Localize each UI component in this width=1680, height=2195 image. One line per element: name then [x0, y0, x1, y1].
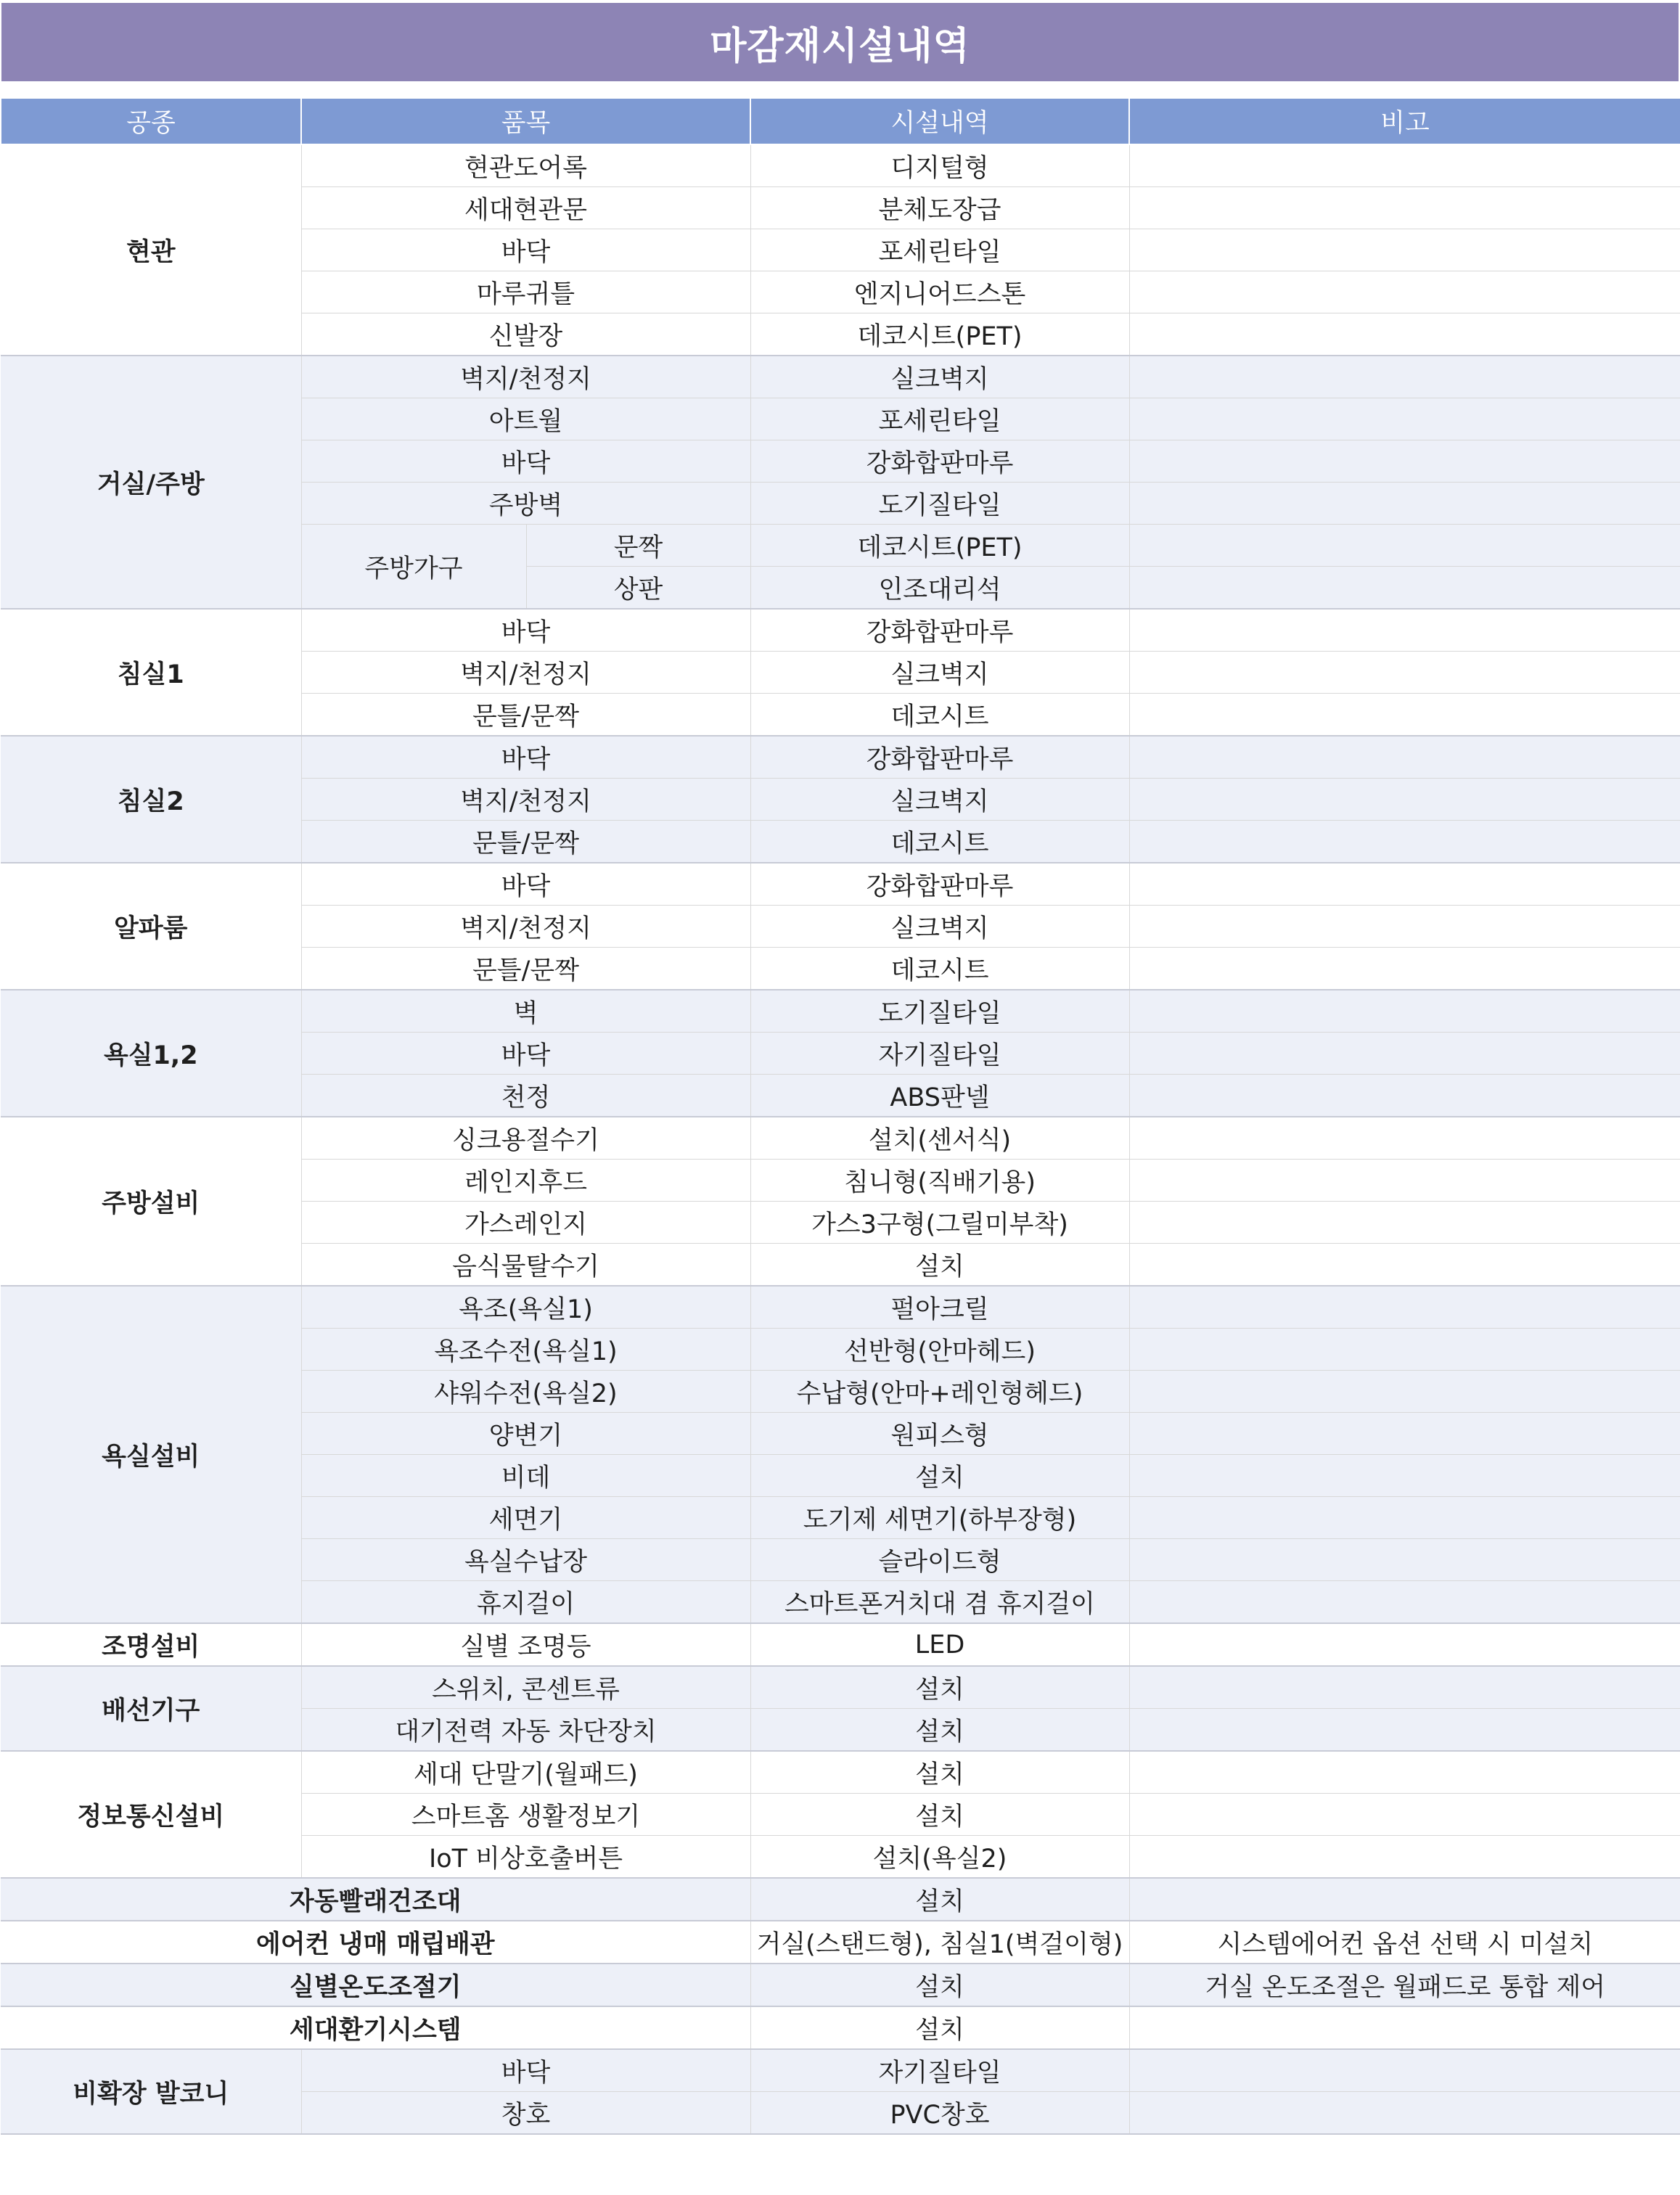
- spec-cell: 엔지니어드스톤: [750, 271, 1129, 313]
- note-cell: [1129, 144, 1680, 187]
- spec-cell: 실크벽지: [750, 652, 1129, 694]
- table-group: [1, 2006, 1680, 2049]
- table-group: [1, 1921, 1680, 1964]
- note-cell: [1129, 779, 1680, 821]
- note-cell: [1129, 271, 1680, 313]
- item-cell: 벽지/천정지: [301, 652, 750, 694]
- item-cell: 욕조(욕실1): [301, 1286, 750, 1329]
- note-cell: [1129, 1666, 1680, 1709]
- note-cell: [1129, 1455, 1680, 1497]
- trade-cell: 배선기구: [1, 1666, 301, 1751]
- finish-materials-table: [0, 99, 1680, 2135]
- trade-cell: 침실2: [1, 736, 301, 863]
- item-cell: 바닥: [301, 609, 750, 652]
- table-group: [1, 609, 1680, 736]
- table-row: [1, 144, 1680, 187]
- note-cell: [1129, 1413, 1680, 1455]
- table-group: [1, 356, 1680, 609]
- table-row: [1, 1921, 1680, 1964]
- spec-cell: 원피스형: [750, 1413, 1129, 1455]
- trade-cell: 정보통신설비: [1, 1751, 301, 1878]
- trade-cell: 침실1: [1, 609, 301, 736]
- header-note: 비고: [1129, 99, 1680, 144]
- sub-item-cell: 문짝: [526, 525, 750, 567]
- spec-cell: PVC창호: [750, 2092, 1129, 2135]
- header-item: 품목: [301, 99, 750, 144]
- item-cell: 세대현관문: [301, 187, 750, 229]
- note-cell: 거실 온도조절은 월패드로 통합 제어: [1129, 1964, 1680, 2006]
- note-cell: [1129, 609, 1680, 652]
- note-cell: [1129, 567, 1680, 610]
- spec-cell: 강화합판마루: [750, 440, 1129, 483]
- item-cell: 벽지/천정지: [301, 356, 750, 398]
- trade-cell: 세대환기시스템: [1, 2006, 750, 2049]
- item-cell: 바닥: [301, 863, 750, 906]
- item-cell: 문틀/문짝: [301, 948, 750, 990]
- note-cell: [1129, 440, 1680, 483]
- item-cell: 창호: [301, 2092, 750, 2135]
- trade-cell: 자동빨래건조대: [1, 1878, 750, 1921]
- item-cell: 싱크용절수기: [301, 1117, 750, 1160]
- spec-cell: 설치(욕실2): [750, 1836, 1129, 1879]
- table-row: [1, 1286, 1680, 1329]
- spec-cell: 데코시트(PET): [750, 525, 1129, 567]
- table-group: [1, 1666, 1680, 1751]
- header-row: [1, 99, 1680, 144]
- spec-cell: 거실(스탠드형), 침실1(벽걸이형): [750, 1921, 1129, 1964]
- item-cell: 벽: [301, 990, 750, 1033]
- item-cell: 스위치, 콘센트류: [301, 1666, 750, 1709]
- spec-cell: 펄아크릴: [750, 1286, 1129, 1329]
- table-row: [1, 609, 1680, 652]
- sub-item-cell: 상판: [526, 567, 750, 610]
- table-row: [1, 2006, 1680, 2049]
- note-cell: [1129, 483, 1680, 525]
- spec-cell: 실크벽지: [750, 779, 1129, 821]
- item-cell: 휴지걸이: [301, 1581, 750, 1624]
- spec-cell: 설치: [750, 1794, 1129, 1836]
- trade-cell: 거실/주방: [1, 356, 301, 609]
- table-group: [1, 1964, 1680, 2006]
- item-cell: 대기전력 자동 차단장치: [301, 1709, 750, 1752]
- note-cell: 시스템에어컨 옵션 선택 시 미설치: [1129, 1921, 1680, 1964]
- item-cell: 음식물탈수기: [301, 1244, 750, 1287]
- spec-cell: 설치: [750, 1244, 1129, 1287]
- table-group: [1, 1286, 1680, 1623]
- spec-cell: 디지털형: [750, 144, 1129, 187]
- spec-cell: 도기질타일: [750, 483, 1129, 525]
- spec-cell: 실크벽지: [750, 356, 1129, 398]
- note-cell: [1129, 525, 1680, 567]
- table-group: [1, 736, 1680, 863]
- note-cell: [1129, 1202, 1680, 1244]
- item-cell: 레인지후드: [301, 1160, 750, 1202]
- table-row: [1, 1666, 1680, 1709]
- spec-cell: ABS판넬: [750, 1075, 1129, 1117]
- spec-cell: 강화합판마루: [750, 736, 1129, 779]
- item-cell: 마루귀틀: [301, 271, 750, 313]
- item-cell: 천정: [301, 1075, 750, 1117]
- note-cell: [1129, 990, 1680, 1033]
- spec-cell: 선반형(안마헤드): [750, 1329, 1129, 1371]
- table-group: [1, 2049, 1680, 2134]
- note-cell: [1129, 948, 1680, 990]
- item-cell: 세면기: [301, 1497, 750, 1539]
- item-cell: 바닥: [301, 2049, 750, 2092]
- item-cell: IoT 비상호출버튼: [301, 1836, 750, 1879]
- item-cell: 바닥: [301, 1033, 750, 1075]
- spec-cell: 설치: [750, 1964, 1129, 2006]
- item-cell: 벽지/천정지: [301, 779, 750, 821]
- note-cell: [1129, 313, 1680, 356]
- item-cell: 욕실수납장: [301, 1539, 750, 1581]
- note-cell: [1129, 906, 1680, 948]
- header-trade: 공종: [1, 99, 301, 144]
- item-cell: 스마트홈 생활정보기: [301, 1794, 750, 1836]
- item-cell: 신발장: [301, 313, 750, 356]
- note-cell: [1129, 1581, 1680, 1624]
- trade-cell: 에어컨 냉매 매립배관: [1, 1921, 750, 1964]
- note-cell: [1129, 1117, 1680, 1160]
- note-cell: [1129, 2006, 1680, 2049]
- item-cell: 주방가구: [301, 525, 526, 610]
- spec-cell: 강화합판마루: [750, 863, 1129, 906]
- spec-cell: LED: [750, 1623, 1129, 1666]
- item-cell: 샤워수전(욕실2): [301, 1371, 750, 1413]
- spec-cell: 데코시트(PET): [750, 313, 1129, 356]
- item-cell: 문틀/문짝: [301, 821, 750, 863]
- spec-cell: 포세린타일: [750, 229, 1129, 271]
- note-cell: [1129, 1794, 1680, 1836]
- table-header: [1, 99, 1680, 144]
- spec-cell: 분체도장급: [750, 187, 1129, 229]
- spec-cell: 수납형(안마+레인형헤드): [750, 1371, 1129, 1413]
- note-cell: [1129, 1329, 1680, 1371]
- trade-cell: 주방설비: [1, 1117, 301, 1286]
- item-cell: 비데: [301, 1455, 750, 1497]
- note-cell: [1129, 1244, 1680, 1287]
- note-cell: [1129, 1033, 1680, 1075]
- note-cell: [1129, 1075, 1680, 1117]
- note-cell: [1129, 1160, 1680, 1202]
- table-group: [1, 863, 1680, 990]
- table-row: [1, 1964, 1680, 2006]
- item-cell: 욕조수전(욕실1): [301, 1329, 750, 1371]
- note-cell: [1129, 1371, 1680, 1413]
- table-row: [1, 990, 1680, 1033]
- trade-cell: 욕실설비: [1, 1286, 301, 1623]
- item-cell: 현관도어록: [301, 144, 750, 187]
- table-row: [1, 1878, 1680, 1921]
- table-row: [1, 356, 1680, 398]
- table-group: [1, 1117, 1680, 1286]
- table-group: [1, 990, 1680, 1117]
- note-cell: [1129, 2092, 1680, 2135]
- spec-cell: 설치: [750, 1709, 1129, 1752]
- note-cell: [1129, 398, 1680, 440]
- spec-cell: 자기질타일: [750, 1033, 1129, 1075]
- item-cell: 바닥: [301, 229, 750, 271]
- spec-cell: 자기질타일: [750, 2049, 1129, 2092]
- spec-cell: 데코시트: [750, 694, 1129, 737]
- trade-cell: 욕실1,2: [1, 990, 301, 1117]
- item-cell: 문틀/문짝: [301, 694, 750, 737]
- page-title: 마감재시설내역: [1, 3, 1679, 81]
- spec-cell: 실크벽지: [750, 906, 1129, 948]
- spec-cell: 강화합판마루: [750, 609, 1129, 652]
- note-cell: [1129, 1836, 1680, 1879]
- trade-cell: 알파룸: [1, 863, 301, 990]
- note-cell: [1129, 1751, 1680, 1794]
- note-cell: [1129, 652, 1680, 694]
- spec-cell: 도기제 세면기(하부장형): [750, 1497, 1129, 1539]
- note-cell: [1129, 187, 1680, 229]
- item-cell: 실별 조명등: [301, 1623, 750, 1666]
- spec-cell: 설치: [750, 2006, 1129, 2049]
- note-cell: [1129, 356, 1680, 398]
- table-row: [1, 1117, 1680, 1160]
- note-cell: [1129, 1286, 1680, 1329]
- item-cell: 가스레인지: [301, 1202, 750, 1244]
- table-row: [1, 2049, 1680, 2092]
- note-cell: [1129, 736, 1680, 779]
- item-cell: 주방벽: [301, 483, 750, 525]
- spec-cell: 스마트폰거치대 겸 휴지걸이: [750, 1581, 1129, 1624]
- note-cell: [1129, 863, 1680, 906]
- spec-cell: 포세린타일: [750, 398, 1129, 440]
- note-cell: [1129, 1709, 1680, 1752]
- spec-cell: 데코시트: [750, 948, 1129, 990]
- table-row: [1, 1623, 1680, 1666]
- note-cell: [1129, 1497, 1680, 1539]
- table-row: [1, 1751, 1680, 1794]
- spec-cell: 설치: [750, 1666, 1129, 1709]
- item-cell: 양변기: [301, 1413, 750, 1455]
- item-cell: 아트월: [301, 398, 750, 440]
- item-cell: 바닥: [301, 736, 750, 779]
- table-row: [1, 863, 1680, 906]
- header-spec: 시설내역: [750, 99, 1129, 144]
- note-cell: [1129, 1623, 1680, 1666]
- table-group: [1, 144, 1680, 356]
- note-cell: [1129, 1539, 1680, 1581]
- table-group: [1, 1878, 1680, 1921]
- note-cell: [1129, 1878, 1680, 1921]
- spec-cell: 가스3구형(그릴미부착): [750, 1202, 1129, 1244]
- item-cell: 바닥: [301, 440, 750, 483]
- note-cell: [1129, 229, 1680, 271]
- note-cell: [1129, 2049, 1680, 2092]
- spec-cell: 설치: [750, 1455, 1129, 1497]
- spec-cell: 설치: [750, 1878, 1129, 1921]
- spec-cell: 인조대리석: [750, 567, 1129, 610]
- table-group: [1, 1751, 1680, 1878]
- spec-cell: 침니형(직배기용): [750, 1160, 1129, 1202]
- trade-cell: 실별온도조절기: [1, 1964, 750, 2006]
- note-cell: [1129, 694, 1680, 737]
- item-cell: 세대 단말기(월패드): [301, 1751, 750, 1794]
- trade-cell: 비확장 발코니: [1, 2049, 301, 2134]
- item-cell: 벽지/천정지: [301, 906, 750, 948]
- spec-cell: 설치: [750, 1751, 1129, 1794]
- spec-cell: 도기질타일: [750, 990, 1129, 1033]
- trade-cell: 현관: [1, 144, 301, 356]
- spec-cell: 데코시트: [750, 821, 1129, 863]
- trade-cell: 조명설비: [1, 1623, 301, 1666]
- spec-cell: 슬라이드형: [750, 1539, 1129, 1581]
- table-row: [1, 736, 1680, 779]
- spec-cell: 설치(센서식): [750, 1117, 1129, 1160]
- note-cell: [1129, 821, 1680, 863]
- table-group: [1, 1623, 1680, 1666]
